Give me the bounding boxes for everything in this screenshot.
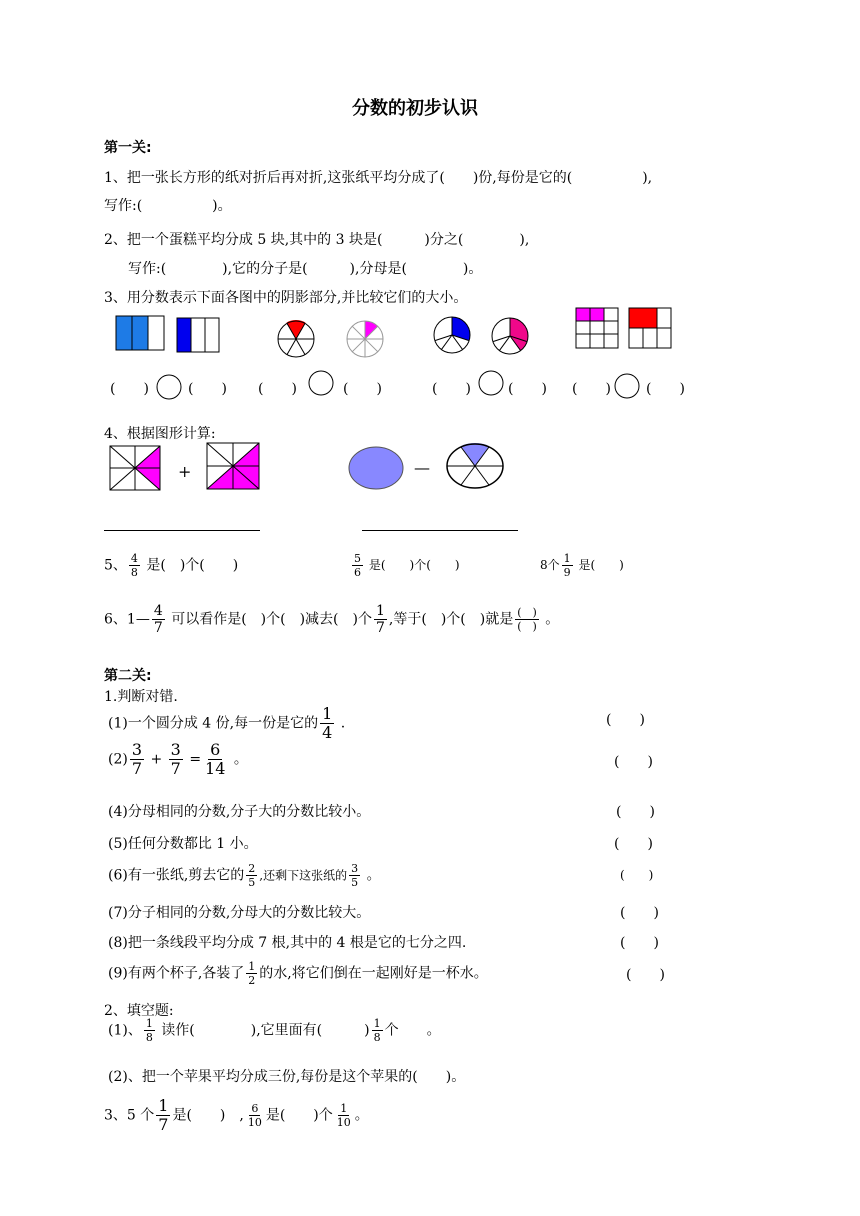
page-title: 分数的初步认识 [352, 98, 478, 119]
ellipse-circle-figure [446, 443, 506, 491]
grid-figure-2 [629, 308, 673, 352]
answer-blank[interactable]: ( ) [572, 381, 611, 397]
judge-paren[interactable]: ( ) [616, 804, 655, 820]
answer-blank[interactable]: ( ) [646, 381, 685, 397]
answer-line[interactable] [104, 530, 260, 531]
judge-paren[interactable]: ( ) [626, 967, 665, 983]
circle-figure-pink [490, 316, 530, 356]
rect-figure-2 [177, 318, 223, 354]
judge-paren[interactable]: ( ) [614, 836, 653, 852]
circle-figure-blue [433, 316, 471, 354]
q3-level2: 3、5 个 $\frac{1}{7}$ 是( ) , $\frac{6}{10}$ 是( )个 $\frac{1}{10}$ 。 [104, 1096, 369, 1134]
answer-blank[interactable]: ( ) [508, 381, 547, 397]
answer-line[interactable] [362, 530, 518, 531]
judge-item-1: (1)一个圆分成 4 份,每一份是它的 $\frac{1}{4}$ . [108, 704, 346, 742]
level1-heading: 第一关: [104, 140, 152, 156]
square-figure-1 [110, 446, 162, 492]
fill-item-2: (2)、把一个苹果平均分成三份,每份是这个苹果的( )。 [108, 1069, 466, 1085]
answer-blank[interactable]: ( ) [343, 381, 382, 397]
judge-heading: 1.判断对错. [104, 689, 178, 705]
answer-blank[interactable]: ( ) [188, 381, 227, 397]
compare-circle[interactable] [478, 370, 506, 398]
answer-blank[interactable]: ( ) [432, 381, 471, 397]
judge-item-2: (2) $\frac{3}{7}$ + $\frac{3}{7}$ = $\frac{6}{14}$ 。 [108, 740, 248, 778]
ellipse-figure [348, 446, 406, 492]
circle-figure-magenta [346, 320, 384, 358]
q2-line2: 写作:( ),它的分子是( ),分母是( )。 [128, 261, 483, 277]
q5-row-part3: 8个 $\frac{1}{9}$ 是( ) [540, 552, 624, 579]
judge-paren[interactable]: ( ) [620, 868, 654, 882]
compare-circle[interactable] [614, 373, 642, 401]
minus-sign: — [414, 458, 430, 477]
judge-item-8: (8)把一条线段平均分成 7 根,其中的 4 根是它的七分之四. [108, 935, 467, 951]
q1-line2: 写作:( )。 [104, 198, 232, 214]
judge-item-9: (9)有两个杯子,各装了 $\frac{1}{2}$ 的水,将它们倒在一起刚好是一杯水。 [108, 960, 488, 987]
judge-item-7: (7)分子相同的分数,分母大的分数比较大。 [108, 905, 371, 921]
judge-paren[interactable]: ( ) [620, 905, 659, 921]
q2-line1: 2、把一个蛋糕平均分成 5 块,其中的 3 块是( )分之( ), [104, 232, 530, 248]
compare-circle[interactable] [308, 370, 336, 398]
q1-line1: 1、把一张长方形的纸对折后再对折,这张纸平均分成了( )份,每份是它的( ), [104, 170, 653, 186]
judge-paren[interactable]: ( ) [606, 712, 645, 728]
grid-figure-1 [576, 308, 620, 352]
circle-figure-red [277, 320, 315, 358]
q5-row-part2: $\frac{5}{6}$ 是( )个( ) [354, 552, 460, 579]
answer-blank[interactable]: ( ) [258, 381, 297, 397]
plus-sign: + [178, 462, 192, 481]
fill-heading: 2、填空题: [104, 1003, 174, 1019]
judge-paren[interactable]: ( ) [614, 754, 653, 770]
q3-text: 3、用分数表示下面各图中的阴影部分,并比较它们的大小。 [104, 290, 468, 306]
q4-text: 4、根据图形计算: [104, 426, 216, 442]
judge-item-6: (6)有一张纸,剪去它的 $\frac{2}{5}$ ,还剩下这张纸的 $\frac{3}{5}$ 。 [108, 862, 381, 889]
judge-item-4: (4)分母相同的分数,分子大的分数比较小。 [108, 804, 371, 820]
q6-row: 6、1— $\frac{4}{7}$ 可以看作是( )个( )减去( )个 $\frac{1}{7}$ ,等于( )个( )就是 $\frac{( )}{( )}$ 。 [104, 603, 560, 636]
judge-item-5: (5)任何分数都比 1 小。 [108, 836, 258, 852]
square-figure-2 [207, 443, 261, 491]
level2-heading: 第二关: [104, 668, 152, 684]
compare-circle[interactable] [156, 374, 184, 402]
q5-row: 5、 $\frac{4}{8}$ 是( )个( ) [104, 552, 239, 579]
judge-paren[interactable]: ( ) [620, 935, 659, 951]
fill-item-1: (1)、 $\frac{1}{8}$ 读作( ),它里面有( ) $\frac{1}{8}$ 个 。 [108, 1017, 441, 1044]
rect-figure-1 [116, 316, 166, 352]
answer-blank[interactable]: ( ) [110, 381, 149, 397]
